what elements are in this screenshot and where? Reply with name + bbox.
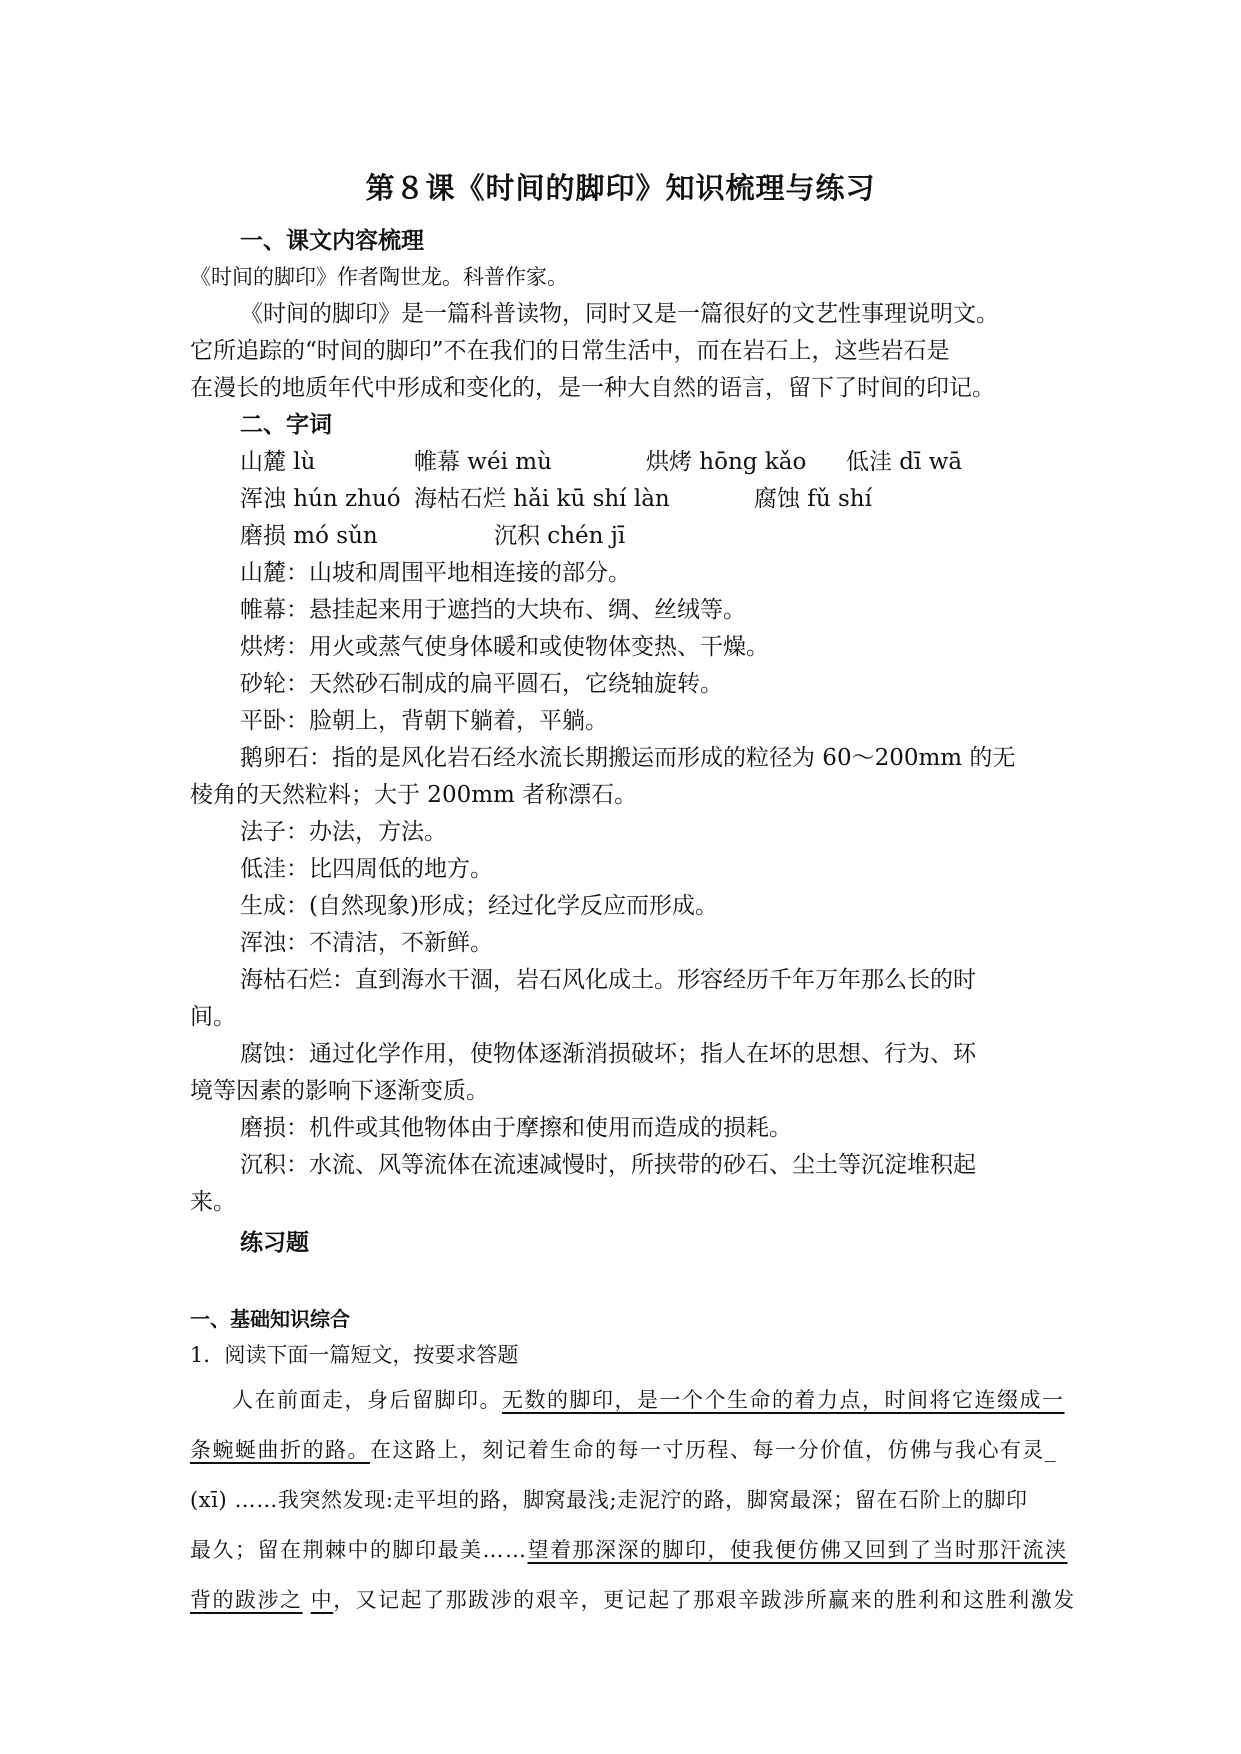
passage-text: 人在前面走，身后留脚印。	[232, 1388, 502, 1412]
question-1: 1．阅读下面一篇短文，按要求答题	[190, 1343, 519, 1367]
definition: 磨损：机件或其他物体由于摩擦和使用而造成的损耗。	[240, 1115, 792, 1141]
part-heading: 一、基础知识综合	[190, 1307, 350, 1331]
pinyin-word: 磨损 mó sǔn	[240, 523, 378, 549]
definition: 低洼：比四周低的地方。	[240, 856, 493, 882]
page-title: 第８课《时间的脚印》知识梳理与练习	[365, 171, 876, 205]
definition: 帷幕：悬挂起来用于遮挡的大块布、绸、丝绒等。	[240, 597, 746, 623]
passage-text: ，又记起了那跋涉的艰辛，更记起了那艰辛跋涉所赢来的胜利和这胜利激发	[333, 1588, 1076, 1612]
author-line: 《时间的脚印》作者陶世龙。科普作家。	[190, 265, 568, 289]
passage-line-4	[190, 1534, 1068, 1564]
passage-text: 在这路上，刻记着生命的每一寸历程、每一分价值，仿佛与我心有灵_	[370, 1438, 1057, 1462]
summary-line-2: 它所追踪的“时间的脚印”不在我们的日常生活中，而在岩石上，这些岩石是	[190, 338, 950, 364]
definition-continued: 棱角的天然粒料；大于 200mm 者称漂石。	[190, 782, 638, 808]
pinyin-word: 烘烤 hōng kǎo	[646, 449, 807, 475]
passage-line-2	[190, 1434, 1057, 1464]
definition-continued: 间。	[190, 1004, 236, 1030]
underlined-text: 中	[310, 1588, 334, 1612]
definition: 山麓：山坡和周围平地相连接的部分。	[240, 560, 631, 586]
pinyin-word: 浑浊 hún zhuó	[240, 486, 401, 512]
definition: 生成：(自然现象)形成；经过化学反应而形成。	[240, 893, 718, 919]
definition: 沉积：水流、风等流体在流速减慢时，所挟带的砂石、尘土等沉淀堆积起	[240, 1152, 976, 1178]
pinyin-word: 腐蚀 fǔ shí	[754, 486, 872, 512]
section-heading-words: 二、字词	[240, 412, 332, 438]
definition: 浑浊：不清洁，不新鲜。	[240, 930, 493, 956]
definition: 法子：办法，方法。	[240, 819, 447, 845]
underlined-text: 条蜿蜒曲折的路。	[190, 1438, 370, 1462]
passage-line-1	[232, 1384, 1065, 1414]
summary-line-1: 《时间的脚印》是一篇科普读物，同时又是一篇很好的文艺性事理说明文。	[240, 301, 999, 327]
underlined-text: 背的跋涉之	[190, 1588, 303, 1612]
exercise-heading: 练习题	[240, 1230, 309, 1256]
pinyin-word: 山麓 lù	[240, 449, 316, 475]
definition: 海枯石烂：直到海水干涸，岩石风化成土。形容经历千年万年那么长的时	[240, 967, 976, 993]
passage-text: 最久；留在荆棘中的脚印最美……	[190, 1538, 528, 1562]
underlined-text: 无数的脚印，是一个个生命的着力点，时间将它连缀成一	[502, 1388, 1065, 1412]
section-heading-content: 一、课文内容梳理	[240, 228, 424, 254]
pinyin-word: 海枯石烂 hǎi kū shí làn	[414, 486, 670, 512]
passage-line-3: (xī) ……我突然发现:走平坦的路，脚窝最浅;走泥泞的路，脚窝最深；留在石阶上的脚印	[190, 1488, 1028, 1512]
definition: 平卧：脸朝上，背朝下躺着，平躺。	[240, 708, 608, 734]
pinyin-word: 低洼 dī wā	[846, 449, 963, 475]
definition: 腐蚀：通过化学作用，使物体逐渐消损破坏；指人在坏的思想、行为、环	[240, 1041, 976, 1067]
definition: 鹅卵石：指的是风化岩石经水流长期搬运而形成的粒径为 60～200mm 的无	[240, 745, 1016, 771]
pinyin-word: 沉积 chén jī	[494, 523, 626, 549]
pinyin-word: 帷幕 wéi mù	[414, 449, 552, 475]
summary-line-3: 在漫长的地质年代中形成和变化的，是一种大自然的语言，留下了时间的印记。	[190, 375, 995, 401]
passage-line-5	[190, 1584, 1076, 1614]
definition: 烘烤：用火或蒸气使身体暖和或使物体变热、干燥。	[240, 634, 769, 660]
definition-continued: 来。	[190, 1189, 236, 1215]
underlined-text: 望着那深深的脚印，使我便仿佛又回到了当时那汗流浃	[527, 1538, 1068, 1562]
definition: 砂轮：天然砂石制成的扁平圆石，它绕轴旋转。	[240, 671, 723, 697]
definition-continued: 境等因素的影响下逐渐变质。	[190, 1078, 489, 1104]
